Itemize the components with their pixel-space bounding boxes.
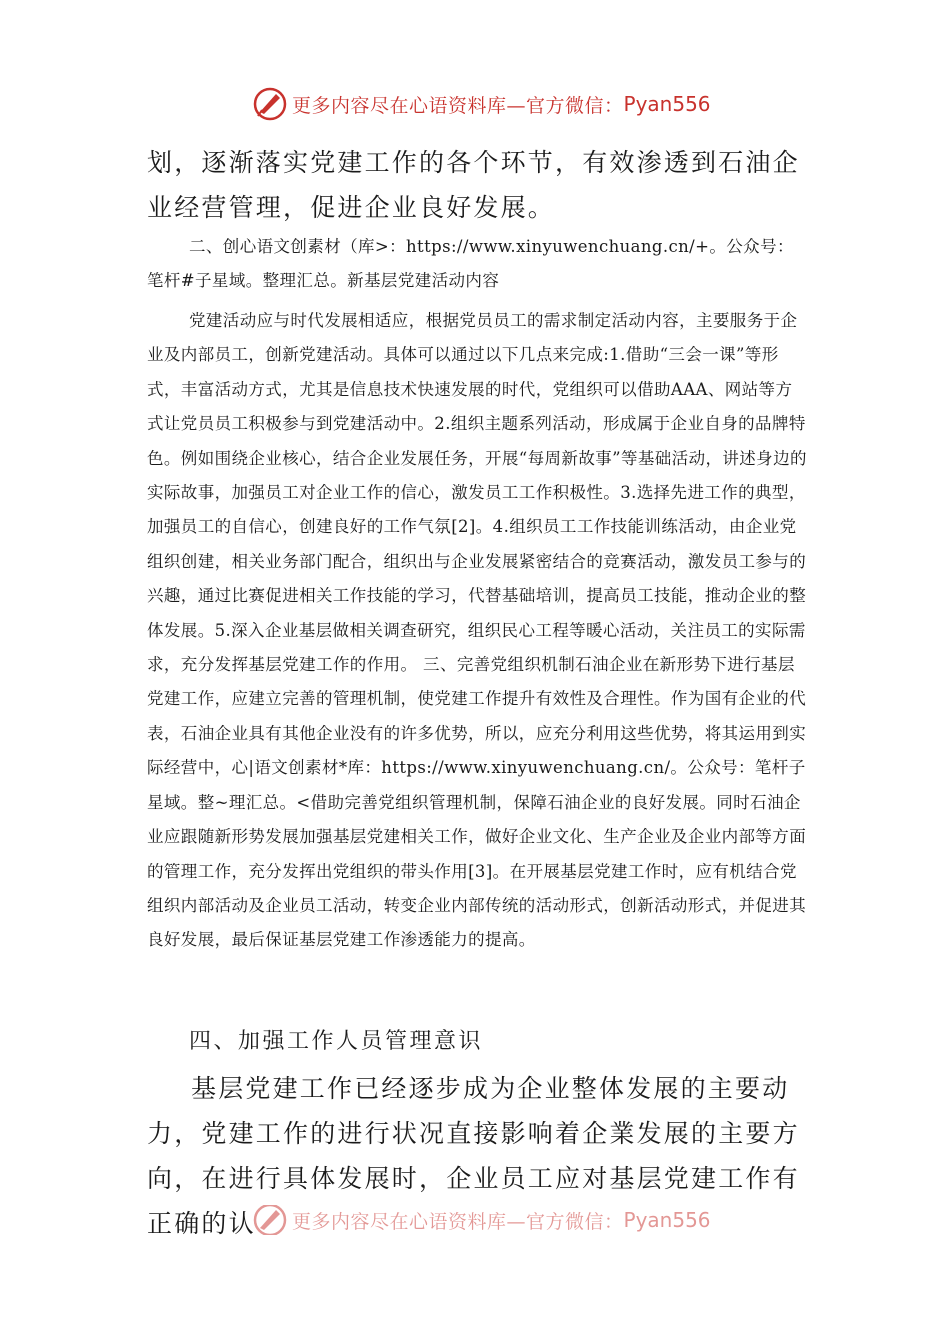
watermark-text: 更多内容尽在心语资料库—官方微信： [292,94,624,117]
section-four-heading [147,1022,807,1062]
paragraph-continued [147,140,807,230]
watermark-banner-top [252,84,711,124]
watermark-id: Pyan556 [623,1208,711,1232]
body-text-block [147,304,807,958]
watermark-text: 更多内容尽在心语资料库—官方微信： [292,1210,624,1233]
paragraph-1: 划，逐渐落实党建工作的各个环节，有效渗透到石油企业经营管理，促进企业良好发展。 [147,148,800,222]
paragraph-2: 二、创心语文创素材（库>：https://www.xinyuwenchuang.cn/+。公众号：笔杆#子星域。整理汇总。新基层党建活动内容 [147,237,794,291]
logo-icon [252,1205,288,1235]
paragraph-4: 基层党建工作已经逐步成为企业整体发展的主要动力，党建工作的进行状况直接影响着企業发展的主要方向，在进行具体发展时，企业员工应对基层党建工作有正确的认 [147,1074,800,1238]
heading-4: 四、加强工作人员管理意识 [189,1029,484,1054]
watermark-id: Pyan556 [623,92,711,116]
watermark-banner-bottom [252,1205,711,1235]
section-two-heading-block [147,230,807,299]
logo-icon [252,86,288,122]
paragraph-3: 党建活动应与时代发展相适应，根据党员员工的需求制定活动内容，主要服务于企业及内部员工，创新党建活动。具体可以通过以下几点来完成:1.借助“三会一课”等形式，丰富活动方式，尤其是信息技术快速发展的时代，党组织可以借助AAA、网站等方式让党员员工积极参与到党建活动中。2.组织主题系列活动，形成属于企业自身的品牌特色。例如围绕企业核心，结合企业发展任务，开展“每周新故事”等基础活动，讲述身边的实际故事，加强员工对企业工作的信心，激发员工工作积极性。3.选择先进工作的典型，加强员工的自信心，创建良好的工作气氛[2]。4.组织员工工作技能训练活动，由企业党组织创建，相关业务部门配合，组织出与企业发展紧密结合的竞赛活动，激发员工参与的兴趣，通过比赛促进相关工作技能的学习，代替基础培训，提高员工技能，推动企业的整体发展。5.深入企业基层做相关调查研究，组织民心工程等暖心活动，关注员工的实际需求，充分发挥基层党建工作的作用。 三、完善党组织机制石油企业在新形势下进行基层党建工作，应建立完善的管理机制，使党建工作提升有效性及合理性。作为国有企业的代表，石油企业具有其他企业没有的许多优势，所以，应充分利用这些优势，将其运用到实际经营中，心|语文创素材*库：https://www.xinyuwenchuang.cn/。公众号：笔杆子星域。整~理汇总。<借助完善党组织管理机制，保障石油企业的良好发展。同时石油企业应跟随新形势发展加强基层党建相关工作，做好企业文化、生产企业及企业内部等方面的管理工作，充分发挥出党组织的带头作用[3]。在开展基层党建工作时，应有机结合党组织内部活动及企业员工活动，转变企业内部传统的活动形式，创新活动形式，并促进其良好发展，最后保证基层党建工作渗透能力的提高。 [147,311,807,950]
